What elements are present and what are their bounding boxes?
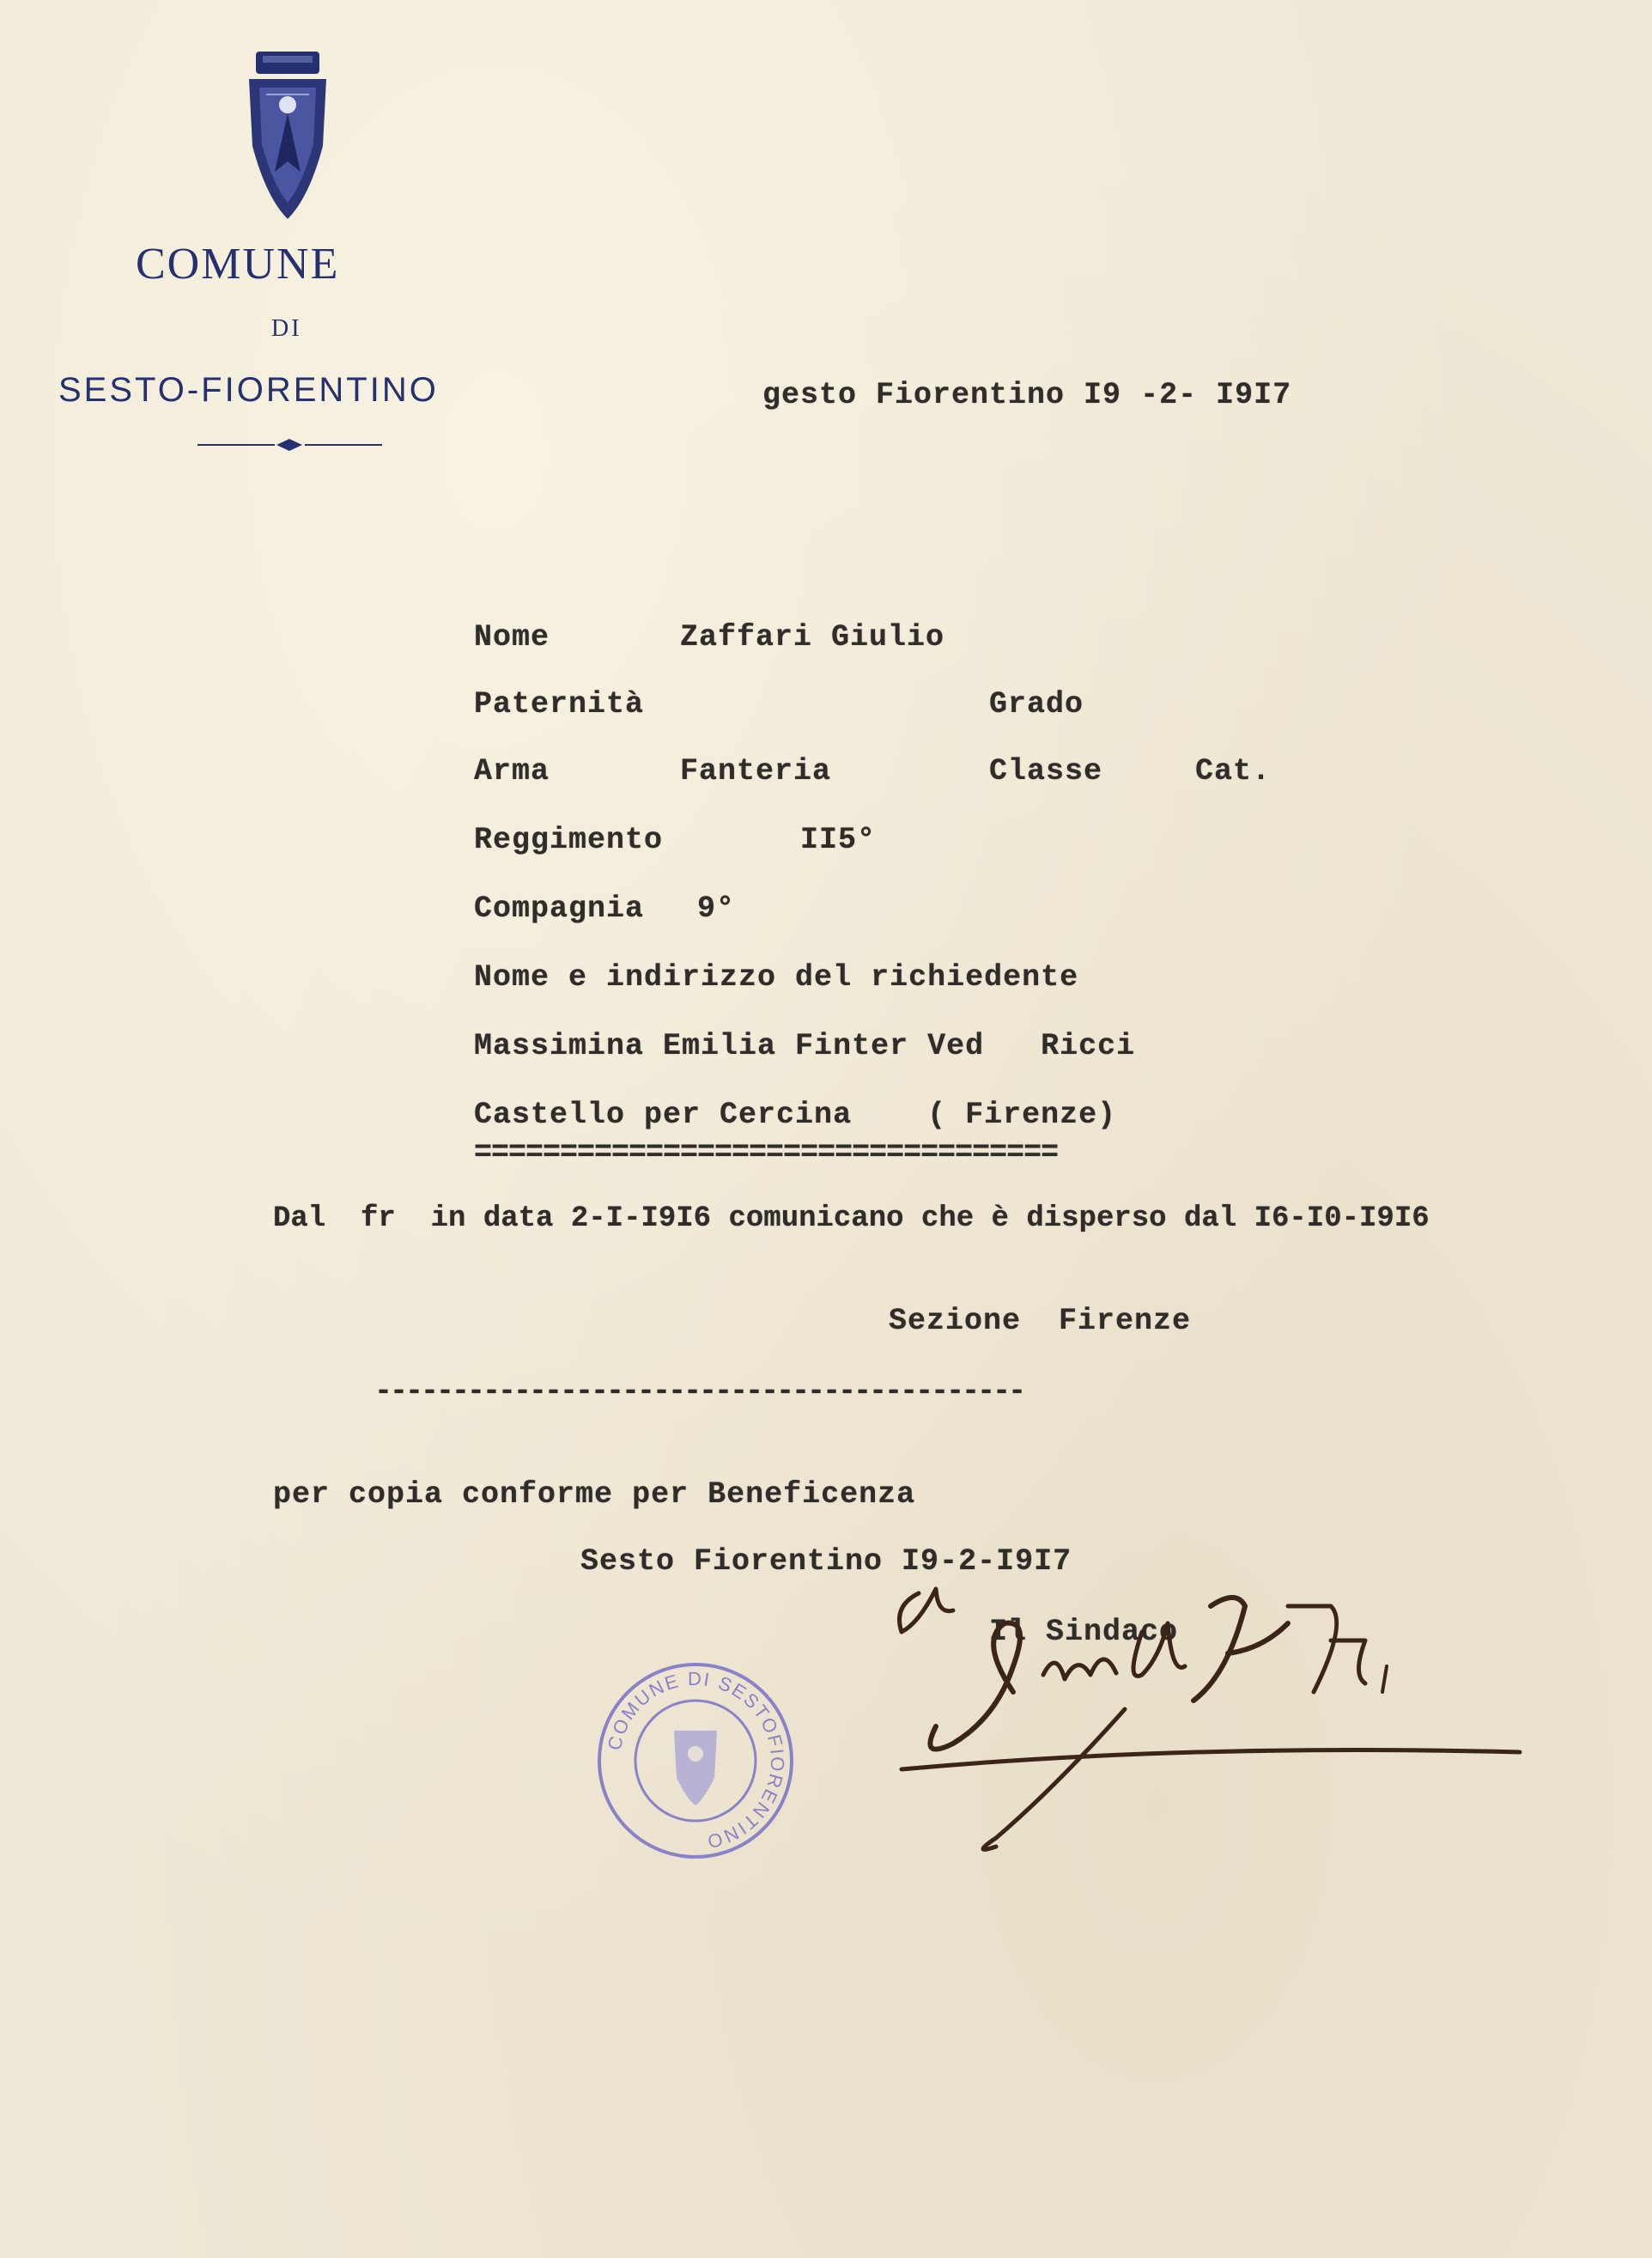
compagnia-label: Compagnia <box>474 892 645 926</box>
reggimento-label: Reggimento <box>474 823 664 857</box>
richiedente-line1: Massimina Emilia Finter Ved Ricci <box>474 1029 1136 1063</box>
letterhead-town: SESTO-FIORENTINO <box>58 371 439 409</box>
classe-value: Cat. <box>1195 754 1272 788</box>
date-line: gesto Fiorentino I9 -2- I9I7 <box>762 378 1292 412</box>
closing-date: Sesto Fiorentino I9-2-I9I7 <box>580 1544 1072 1579</box>
classe-label: Classe <box>989 754 1103 788</box>
letterhead-di: DI <box>271 315 302 342</box>
nome-label: Nome <box>474 620 550 654</box>
communication-line: Dal fr in data 2-I-I9I6 comunicano che è disperso dal I6-I0-I9I6 <box>273 1202 1430 1235</box>
coat-of-arms-logo <box>240 52 335 223</box>
signature-handwritten <box>884 1572 1554 1872</box>
paternita-label: Paternità <box>474 687 645 721</box>
richiedente-line2: Castello per Cercina ( Firenze) <box>474 1098 1117 1132</box>
stamp-text: COMUNE DI SESTOFIORENTINO <box>603 1667 789 1853</box>
richiedente-label: Nome e indirizzo del richiedente <box>474 960 1079 995</box>
dash-rule: ------------------------------------------ <box>374 1374 1024 1409</box>
double-rule: ================================== <box>474 1135 1059 1170</box>
nome-value: Zaffari Giulio <box>680 620 945 654</box>
letterhead-ornament <box>197 436 382 453</box>
municipal-stamp <box>592 1658 799 1864</box>
arma-value: Fanteria <box>680 754 832 788</box>
compagnia-value: 9° <box>697 892 736 926</box>
reggimento-value: II5° <box>800 823 877 857</box>
arma-label: Arma <box>474 754 550 788</box>
section-line: Sezione Firenze <box>889 1304 1192 1338</box>
grado-label: Grado <box>989 687 1084 721</box>
signature-title: Il Sindaco <box>989 1615 1179 1649</box>
letterhead-comune: COMUNE <box>136 240 340 289</box>
copy-line: per copia conforme per Beneficenza <box>273 1477 916 1512</box>
